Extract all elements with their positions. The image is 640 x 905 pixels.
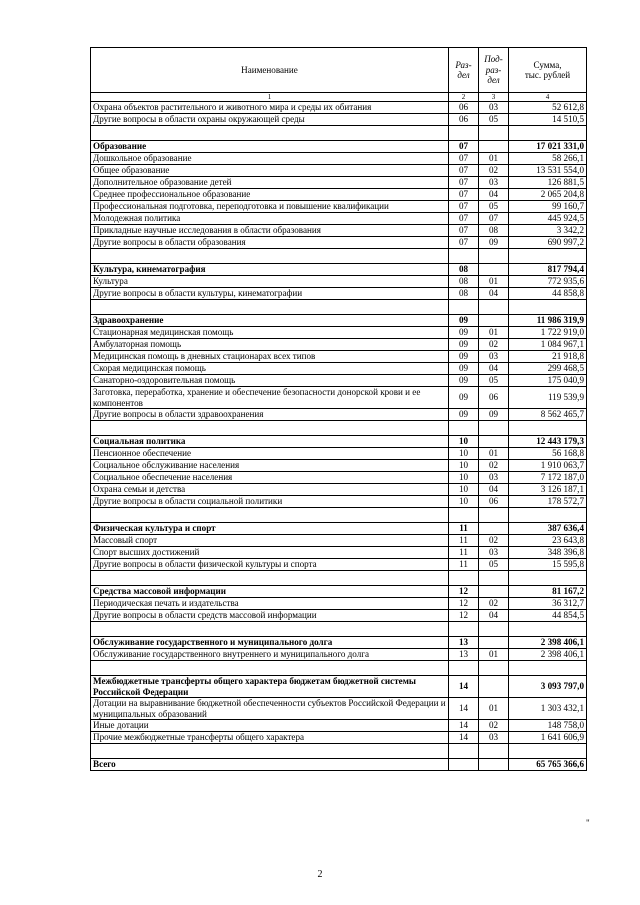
empty-cell <box>449 622 479 637</box>
column-number: 1 <box>91 93 449 102</box>
row-name: Общее образование <box>91 165 449 177</box>
row-sum: 65 765 366,6 <box>509 759 587 771</box>
spacer-row <box>91 300 587 315</box>
row-subsection: 04 <box>479 610 509 622</box>
empty-cell <box>509 421 587 436</box>
row-subsection <box>479 523 509 535</box>
row-name: Всего <box>91 759 449 771</box>
empty-cell <box>479 249 509 264</box>
row-sum: 817 794,4 <box>509 264 587 276</box>
row-subsection <box>479 676 509 698</box>
row-subsection <box>479 436 509 448</box>
row-section: 13 <box>449 637 479 649</box>
row-name: Другие вопросы в области охраны окружающей среды <box>91 114 449 126</box>
row-name: Прочие межбюджетные трансферты общего характера <box>91 732 449 744</box>
row-section: 11 <box>449 535 479 547</box>
empty-cell <box>91 508 449 523</box>
row-subsection: 02 <box>479 598 509 610</box>
row-name: Медицинская помощь в дневных стационарах всех типов <box>91 351 449 363</box>
table-row <box>91 547 587 559</box>
row-name: Массовый спорт <box>91 535 449 547</box>
row-sum: 299 468,5 <box>509 363 587 375</box>
row-section: 07 <box>449 141 479 153</box>
row-section: 12 <box>449 598 479 610</box>
table-row <box>91 496 587 508</box>
table-row <box>91 409 587 421</box>
row-sum: 23 643,8 <box>509 535 587 547</box>
row-subsection: 09 <box>479 409 509 421</box>
row-section: 08 <box>449 276 479 288</box>
row-subsection: 01 <box>479 327 509 339</box>
empty-cell <box>479 571 509 586</box>
row-sum: 1 722 919,0 <box>509 327 587 339</box>
table-row <box>91 375 587 387</box>
table-row <box>91 276 587 288</box>
spacer-row <box>91 744 587 759</box>
empty-cell <box>509 300 587 315</box>
row-name: Стационарная медицинская помощь <box>91 327 449 339</box>
empty-cell <box>479 508 509 523</box>
header-sum: Сумма, тыс. рублей <box>509 48 587 93</box>
row-subsection: 04 <box>479 484 509 496</box>
row-sum: 119 539,9 <box>509 387 587 409</box>
table-row <box>91 189 587 201</box>
row-subsection: 04 <box>479 189 509 201</box>
table-row <box>91 213 587 225</box>
table-row <box>91 484 587 496</box>
row-subsection <box>479 141 509 153</box>
column-number: 4 <box>509 93 587 102</box>
table-row <box>91 598 587 610</box>
row-sum: 13 531 554,0 <box>509 165 587 177</box>
row-name: Социальная политика <box>91 436 449 448</box>
row-subsection: 06 <box>479 387 509 409</box>
table-row <box>91 165 587 177</box>
row-subsection: 07 <box>479 213 509 225</box>
budget-table <box>90 47 587 771</box>
row-subsection: 06 <box>479 496 509 508</box>
row-section: 09 <box>449 387 479 409</box>
row-name: Межбюджетные трансферты общего характера бюджетам бюджетной системы Российской Федерации <box>91 676 449 698</box>
row-sum: 2 065 204,8 <box>509 189 587 201</box>
row-subsection <box>479 315 509 327</box>
row-sum: 1 303 432,1 <box>509 698 587 720</box>
table-row <box>91 535 587 547</box>
section-total-row <box>91 637 587 649</box>
row-section: 12 <box>449 610 479 622</box>
empty-cell <box>91 661 449 676</box>
row-name: Другие вопросы в области здравоохранения <box>91 409 449 421</box>
row-subsection: 03 <box>479 472 509 484</box>
empty-cell <box>449 249 479 264</box>
row-name: Здравоохранение <box>91 315 449 327</box>
row-subsection <box>479 264 509 276</box>
row-sum: 99 160,7 <box>509 201 587 213</box>
row-name: Дополнительное образование детей <box>91 177 449 189</box>
row-section: 14 <box>449 676 479 698</box>
row-subsection: 05 <box>479 201 509 213</box>
section-total-row <box>91 676 587 698</box>
row-name: Санаторно-оздоровительная помощь <box>91 375 449 387</box>
section-total-row <box>91 759 587 771</box>
row-sum: 7 172 187,0 <box>509 472 587 484</box>
empty-cell <box>449 300 479 315</box>
empty-cell <box>91 571 449 586</box>
row-subsection: 04 <box>479 288 509 300</box>
row-sum: 44 858,8 <box>509 288 587 300</box>
section-total-row <box>91 264 587 276</box>
row-section: 07 <box>449 213 479 225</box>
row-sum: 14 510,5 <box>509 114 587 126</box>
empty-cell <box>91 249 449 264</box>
row-name: Амбулаторная помощь <box>91 339 449 351</box>
row-section: 14 <box>449 698 479 720</box>
row-subsection: 05 <box>479 114 509 126</box>
row-section: 11 <box>449 523 479 535</box>
spacer-row <box>91 622 587 637</box>
row-name: Средства массовой информации <box>91 586 449 598</box>
row-name: Скорая медицинская помощь <box>91 363 449 375</box>
row-name: Молодежная политика <box>91 213 449 225</box>
row-subsection: 02 <box>479 165 509 177</box>
table-row <box>91 387 587 409</box>
row-name: Пенсионное обеспечение <box>91 448 449 460</box>
row-section: 13 <box>449 649 479 661</box>
table-row <box>91 698 587 720</box>
row-sum: 52 612,8 <box>509 102 587 114</box>
row-name: Социальное обеспечение населения <box>91 472 449 484</box>
row-name: Образование <box>91 141 449 153</box>
section-total-row <box>91 436 587 448</box>
row-section: 10 <box>449 496 479 508</box>
row-section: 07 <box>449 237 479 249</box>
row-section: 10 <box>449 472 479 484</box>
table-row <box>91 610 587 622</box>
row-subsection: 01 <box>479 649 509 661</box>
row-section: 07 <box>449 225 479 237</box>
row-name: Другие вопросы в области культуры, кинематографии <box>91 288 449 300</box>
empty-cell <box>449 421 479 436</box>
empty-cell <box>91 126 449 141</box>
table-row <box>91 720 587 732</box>
empty-cell <box>509 249 587 264</box>
row-name: Профессиональная подготовка, переподготовка и повышение квалификации <box>91 201 449 213</box>
row-subsection <box>479 759 509 771</box>
row-section: 07 <box>449 189 479 201</box>
table-row <box>91 327 587 339</box>
row-sum: 1 641 606,9 <box>509 732 587 744</box>
closing-quote: " <box>586 818 590 828</box>
page-number: 2 <box>317 869 323 880</box>
spacer-row <box>91 661 587 676</box>
row-name: Заготовка, переработка, хранение и обеспечение безопасности донорской крови и ее компонентов <box>91 387 449 409</box>
row-section: 14 <box>449 732 479 744</box>
row-subsection <box>479 586 509 598</box>
spacer-row <box>91 421 587 436</box>
table-row <box>91 351 587 363</box>
table-row <box>91 114 587 126</box>
table-row <box>91 649 587 661</box>
header-subsection: Под- раз- дел <box>479 48 509 93</box>
spacer-row <box>91 508 587 523</box>
spacer-row <box>91 249 587 264</box>
header-name: Наименование <box>91 48 449 93</box>
row-section: 11 <box>449 547 479 559</box>
row-section: 09 <box>449 363 479 375</box>
column-numbers-row <box>91 93 587 102</box>
row-section: 09 <box>449 339 479 351</box>
empty-cell <box>509 126 587 141</box>
empty-cell <box>91 300 449 315</box>
empty-cell <box>449 744 479 759</box>
row-sum: 387 636,4 <box>509 523 587 535</box>
empty-cell <box>509 661 587 676</box>
row-subsection: 05 <box>479 559 509 571</box>
row-name: Другие вопросы в области физической культуры и спорта <box>91 559 449 571</box>
row-section: 09 <box>449 315 479 327</box>
section-total-row <box>91 523 587 535</box>
row-sum: 175 040,9 <box>509 375 587 387</box>
row-section: 09 <box>449 409 479 421</box>
row-section: 06 <box>449 114 479 126</box>
row-sum: 1 910 063,7 <box>509 460 587 472</box>
row-name: Обслуживание государственного и муниципального долга <box>91 637 449 649</box>
row-subsection: 03 <box>479 351 509 363</box>
row-subsection: 05 <box>479 375 509 387</box>
spacer-row <box>91 126 587 141</box>
empty-cell <box>91 421 449 436</box>
row-name: Культура, кинематография <box>91 264 449 276</box>
table-row <box>91 177 587 189</box>
row-sum: 690 997,2 <box>509 237 587 249</box>
row-section: 12 <box>449 586 479 598</box>
row-subsection: 08 <box>479 225 509 237</box>
table-row <box>91 153 587 165</box>
section-total-row <box>91 586 587 598</box>
row-name: Спорт высших достижений <box>91 547 449 559</box>
row-sum: 58 266,1 <box>509 153 587 165</box>
table-body <box>91 102 587 771</box>
row-sum: 126 881,5 <box>509 177 587 189</box>
empty-cell <box>91 622 449 637</box>
row-name: Дошкольное образование <box>91 153 449 165</box>
row-subsection: 01 <box>479 448 509 460</box>
row-sum: 17 021 331,0 <box>509 141 587 153</box>
row-sum: 21 918,8 <box>509 351 587 363</box>
row-name: Охрана объектов растительного и животного мира и среды их обитания <box>91 102 449 114</box>
empty-cell <box>509 508 587 523</box>
row-sum: 3 342,2 <box>509 225 587 237</box>
table-header-row <box>91 48 587 93</box>
row-name: Физическая культура и спорт <box>91 523 449 535</box>
header-section: Раз- дел <box>449 48 479 93</box>
row-sum: 148 758,0 <box>509 720 587 732</box>
row-subsection: 02 <box>479 460 509 472</box>
empty-cell <box>479 421 509 436</box>
row-subsection: 01 <box>479 698 509 720</box>
table-row <box>91 288 587 300</box>
row-sum: 2 398 406,1 <box>509 649 587 661</box>
row-sum: 3 126 187,1 <box>509 484 587 496</box>
row-name: Среднее профессиональное образование <box>91 189 449 201</box>
row-subsection: 09 <box>479 237 509 249</box>
row-section: 06 <box>449 102 479 114</box>
table-row <box>91 472 587 484</box>
row-sum: 2 398 406,1 <box>509 637 587 649</box>
row-sum: 12 443 179,3 <box>509 436 587 448</box>
row-name: Социальное обслуживание населения <box>91 460 449 472</box>
row-sum: 11 986 319,9 <box>509 315 587 327</box>
table-row <box>91 460 587 472</box>
row-section: 10 <box>449 448 479 460</box>
row-name: Охрана семьи и детства <box>91 484 449 496</box>
row-sum: 15 595,8 <box>509 559 587 571</box>
empty-cell <box>91 744 449 759</box>
row-section: 08 <box>449 264 479 276</box>
row-section: 11 <box>449 559 479 571</box>
row-section: 10 <box>449 436 479 448</box>
empty-cell <box>479 744 509 759</box>
table-row <box>91 732 587 744</box>
table-row <box>91 102 587 114</box>
row-subsection: 01 <box>479 276 509 288</box>
row-section: 08 <box>449 288 479 300</box>
row-sum: 8 562 465,7 <box>509 409 587 421</box>
row-section: 07 <box>449 165 479 177</box>
empty-cell <box>479 126 509 141</box>
row-section: 10 <box>449 460 479 472</box>
empty-cell <box>449 508 479 523</box>
row-sum: 3 093 797,0 <box>509 676 587 698</box>
row-subsection: 02 <box>479 720 509 732</box>
row-sum: 1 084 967,1 <box>509 339 587 351</box>
row-section: 09 <box>449 375 479 387</box>
row-name: Дотации на выравнивание бюджетной обеспеченности субъектов Российской Федерации и муниципальных образований <box>91 698 449 720</box>
table-row <box>91 237 587 249</box>
row-sum: 81 167,2 <box>509 586 587 598</box>
row-subsection: 03 <box>479 732 509 744</box>
row-subsection: 01 <box>479 153 509 165</box>
row-sum: 772 935,6 <box>509 276 587 288</box>
table-row <box>91 559 587 571</box>
table-row <box>91 201 587 213</box>
table-row <box>91 363 587 375</box>
empty-cell <box>509 622 587 637</box>
row-name: Прикладные научные исследования в области образования <box>91 225 449 237</box>
table-row <box>91 225 587 237</box>
empty-cell <box>449 571 479 586</box>
table-row <box>91 448 587 460</box>
row-section: 07 <box>449 201 479 213</box>
row-section: 10 <box>449 484 479 496</box>
row-subsection: 04 <box>479 363 509 375</box>
empty-cell <box>479 661 509 676</box>
empty-cell <box>479 300 509 315</box>
spacer-row <box>91 571 587 586</box>
row-subsection: 02 <box>479 339 509 351</box>
row-sum: 445 924,5 <box>509 213 587 225</box>
empty-cell <box>449 126 479 141</box>
row-subsection: 03 <box>479 177 509 189</box>
row-sum: 178 572,7 <box>509 496 587 508</box>
empty-cell <box>449 661 479 676</box>
section-total-row <box>91 315 587 327</box>
row-section: 14 <box>449 720 479 732</box>
row-name: Периодическая печать и издательства <box>91 598 449 610</box>
empty-cell <box>509 571 587 586</box>
row-name: Культура <box>91 276 449 288</box>
section-total-row <box>91 141 587 153</box>
row-section <box>449 759 479 771</box>
row-section: 07 <box>449 153 479 165</box>
row-section: 09 <box>449 351 479 363</box>
table-row <box>91 339 587 351</box>
column-number: 3 <box>479 93 509 102</box>
row-name: Обслуживание государственного внутреннего и муниципального долга <box>91 649 449 661</box>
row-section: 09 <box>449 327 479 339</box>
row-subsection: 02 <box>479 535 509 547</box>
row-section: 07 <box>449 177 479 189</box>
row-name: Другие вопросы в области средств массовой информации <box>91 610 449 622</box>
row-sum: 44 854,5 <box>509 610 587 622</box>
row-sum: 36 312,7 <box>509 598 587 610</box>
empty-cell <box>479 622 509 637</box>
row-subsection <box>479 637 509 649</box>
row-name: Иные дотации <box>91 720 449 732</box>
row-sum: 56 168,8 <box>509 448 587 460</box>
column-number: 2 <box>449 93 479 102</box>
row-name: Другие вопросы в области социальной политики <box>91 496 449 508</box>
row-sum: 348 396,8 <box>509 547 587 559</box>
row-name: Другие вопросы в области образования <box>91 237 449 249</box>
row-subsection: 03 <box>479 102 509 114</box>
row-subsection: 03 <box>479 547 509 559</box>
empty-cell <box>509 744 587 759</box>
